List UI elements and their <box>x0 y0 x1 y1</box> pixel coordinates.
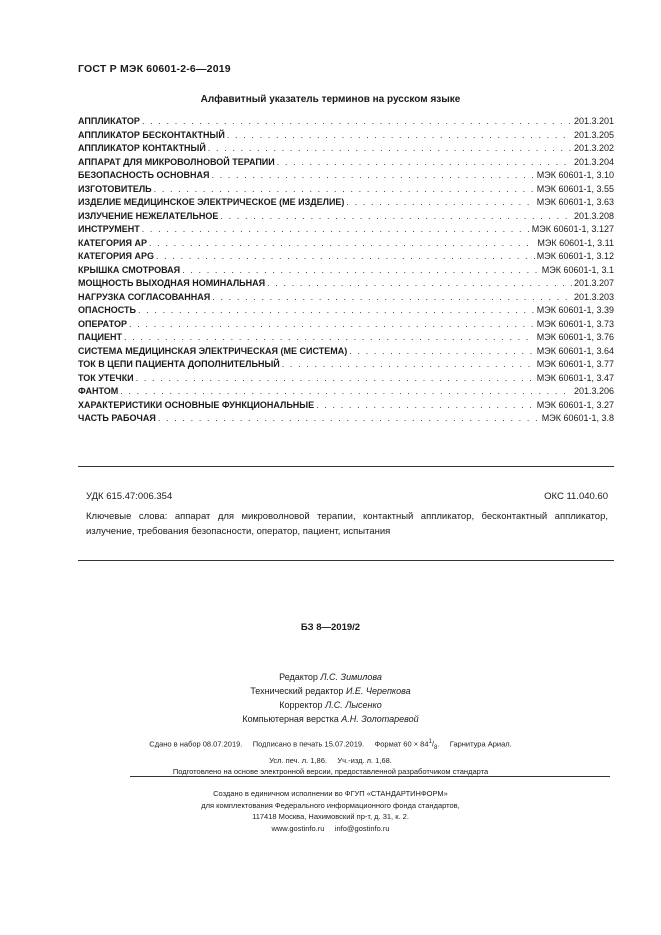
index-title: Алфавитный указатель терминов на русском языке <box>200 94 461 105</box>
index-term: ИНСТРУМЕНТ <box>78 224 140 234</box>
leader-dots <box>142 223 530 237</box>
index-ref: МЭК 60601-1, 3.77 <box>536 359 614 369</box>
index-term: ОПАСНОСТЬ <box>78 305 136 315</box>
index-row <box>78 277 614 291</box>
index-row <box>78 156 614 170</box>
keywords: Ключевые слова: аппарат для микроволновой терапии, контактный аппликатор, бесконтактный аппликатор, излучение, требования безопасности, оператор, пациент, испытания <box>86 511 608 537</box>
index-ref: МЭК 60601-1, 3.73 <box>536 318 614 329</box>
leader-dots <box>282 358 535 372</box>
index-term: КРЫШКА СМОТРОВАЯ <box>78 264 181 275</box>
index-term: АППЛИКАТОР КОНТАКТНЫЙ <box>78 143 206 153</box>
index-ref: 201.3.208 <box>573 210 614 221</box>
index-row <box>78 223 614 237</box>
index-term: ОПЕРАТОР <box>78 318 128 329</box>
leader-dots <box>267 277 572 291</box>
index-ref: МЭК 60601-1, 3.127 <box>531 224 614 234</box>
index-ref: МЭК 60601-1, 3.64 <box>536 345 614 356</box>
index-ref: МЭК 60601-1, 3.1 <box>541 264 614 275</box>
leader-dots <box>182 264 540 278</box>
print-line-3: Подготовлено на основе электронной версии, предоставленной разработчиком стандарта <box>172 767 489 776</box>
index-ref: 201.3.206 <box>573 386 614 396</box>
index-term: ФАНТОМ <box>78 386 119 396</box>
index-row <box>78 385 614 399</box>
leader-dots <box>149 237 535 251</box>
index-term: ТОК В ЦЕПИ ПАЦИЕНТА ДОПОЛНИТЕЛЬНЫЙ <box>78 359 280 369</box>
index-term: ИЗЛУЧЕНИЕ НЕЖЕЛАТЕЛЬНОЕ <box>78 210 219 221</box>
oks-code: ОКС 11.040.60 <box>544 491 608 502</box>
index-ref: МЭК 60601-1, 3.47 <box>536 372 614 383</box>
credits-block <box>0 670 661 726</box>
index-row <box>78 291 614 305</box>
index-term: ИЗДЕЛИЕ МЕДИЦИНСКОЕ ЭЛЕКТРИЧЕСКОЕ (МЕ ИЗДЕЛИЕ) <box>78 197 345 207</box>
index-ref: МЭК 60601-1, 3.11 <box>537 237 614 248</box>
footer-contacts <box>0 823 661 835</box>
index-row <box>78 129 614 143</box>
footer-line-2: для комплектования Федерального информационного фонда стандартов, <box>201 800 460 810</box>
leader-dots <box>138 304 535 318</box>
leader-dots <box>142 115 572 129</box>
leader-dots <box>208 142 572 156</box>
index-row <box>78 237 614 251</box>
index-ref: МЭК 60601-1, 3.10 <box>536 170 614 180</box>
index-ref: 201.3.204 <box>573 156 614 167</box>
leader-dots <box>136 372 535 386</box>
index-term: АППАРАТ ДЛЯ МИКРОВОЛНОВОЙ ТЕРАПИИ <box>78 156 275 167</box>
index-ref: МЭК 60601-1, 3.39 <box>536 305 614 315</box>
index-ref: МЭК 60601-1, 3.63 <box>536 197 614 207</box>
index-term: МОЩНОСТЬ ВЫХОДНАЯ НОМИНАЛЬНАЯ <box>78 278 266 288</box>
divider-bottom <box>78 560 614 561</box>
index-row <box>78 331 614 345</box>
document-header: ГОСТ Р МЭК 60601-2-6—2019 <box>78 63 231 75</box>
index-row <box>78 169 614 183</box>
bz-number: БЗ 8—2019/2 <box>300 622 361 633</box>
index-term: СИСТЕМА МЕДИЦИНСКАЯ ЭЛЕКТРИЧЕСКАЯ (МЕ СИСТЕМА) <box>78 345 348 356</box>
email-link[interactable]: info@gostinfo.ru <box>334 823 390 833</box>
footer-line-1: Создано в единичном исполнении во ФГУП «СТАНДАРТИНФОРМ» <box>213 789 448 798</box>
index-ref: 201.3.207 <box>573 278 614 288</box>
index-row <box>78 115 614 129</box>
index-row <box>78 210 614 224</box>
index-row <box>78 399 614 413</box>
leader-dots <box>158 412 540 426</box>
divider-footer <box>130 776 610 777</box>
index-ref: МЭК 60601-1, 3.27 <box>536 399 614 410</box>
leader-dots <box>220 210 572 224</box>
credit-tech-editor: Технический редактор И.Е. Черепкова <box>250 686 411 696</box>
index-row <box>78 372 614 386</box>
leader-dots <box>129 318 535 332</box>
index-row <box>78 142 614 156</box>
index-row <box>78 264 614 278</box>
index-term: ХАРАКТЕРИСТИКИ ОСНОВНЫЕ ФУНКЦИОНАЛЬНЫЕ <box>78 399 315 410</box>
index-ref: 201.3.202 <box>573 143 614 153</box>
index-term: КАТЕГОРИЯ АР <box>78 237 147 248</box>
index-term: БЕЗОПАСНОСТЬ ОСНОВНАЯ <box>78 170 210 180</box>
footer-line-3: 117418 Москва, Нахимовский пр-т, д. 31, к. 2. <box>252 812 409 821</box>
index-ref: МЭК 60601-1, 3.8 <box>541 413 614 423</box>
leader-dots <box>211 169 534 183</box>
index-term: ЧАСТЬ РАБОЧАЯ <box>78 413 156 423</box>
index-term: ТОК УТЕЧКИ <box>78 372 134 383</box>
leader-dots <box>349 345 535 359</box>
print-line-1: Сдано в набор 08.07.2019. Подписано в печать 15.07.2019. Формат $60 \times 84^1/_8$. Гарнитура Ариал. <box>149 739 512 751</box>
index-row <box>78 412 614 426</box>
publisher-footer <box>0 788 661 834</box>
index-term: АППЛИКАТОР БЕСКОНТАКТНЫЙ <box>78 129 225 140</box>
index-ref: 201.3.201 <box>573 116 614 126</box>
leader-dots <box>346 196 534 210</box>
index-row <box>78 358 614 372</box>
index-ref: МЭК 60601-1, 3.12 <box>536 251 614 261</box>
leader-dots <box>277 156 572 170</box>
index-term: ИЗГОТОВИТЕЛЬ <box>78 183 152 194</box>
leader-dots <box>124 331 535 345</box>
print-info <box>0 737 661 778</box>
index-term: НАГРУЗКА СОГЛАСОВАННАЯ <box>78 291 211 302</box>
index-row <box>78 318 614 332</box>
website-link[interactable]: www.gostinfo.ru <box>271 823 325 833</box>
leader-dots <box>227 129 572 143</box>
index-row <box>78 304 614 318</box>
divider-top <box>78 466 614 467</box>
leader-dots <box>212 291 572 305</box>
index-ref: МЭК 60601-1, 3.76 <box>536 332 614 342</box>
index-row <box>78 250 614 264</box>
credit-corrector: Корректор Л.С. Лысенко <box>279 700 382 710</box>
index-term: КАТЕГОРИЯ APG <box>78 251 154 261</box>
index-row <box>78 345 614 359</box>
index-term: ПАЦИЕНТ <box>78 332 123 342</box>
leader-dots <box>156 250 535 264</box>
index-ref: МЭК 60601-1, 3.55 <box>536 183 614 194</box>
index-ref: 201.3.203 <box>573 291 614 302</box>
index-row <box>78 183 614 197</box>
credit-layout: Компьютерная верстка А.Н. Золотаревой <box>242 714 419 724</box>
index-row <box>78 196 614 210</box>
print-line-2: Усл. печ. л. 1,86. Уч.-изд. л. 1,68. <box>269 755 392 765</box>
credit-editor: Редактор Л.С. Зимилова <box>279 672 382 682</box>
term-index <box>78 115 614 426</box>
index-term: АППЛИКАТОР <box>78 116 140 126</box>
udk-code: УДК 615.47:006.354 <box>86 491 173 502</box>
index-ref: 201.3.205 <box>573 129 614 140</box>
leader-dots <box>316 399 535 413</box>
leader-dots <box>154 183 535 197</box>
leader-dots <box>120 385 572 399</box>
